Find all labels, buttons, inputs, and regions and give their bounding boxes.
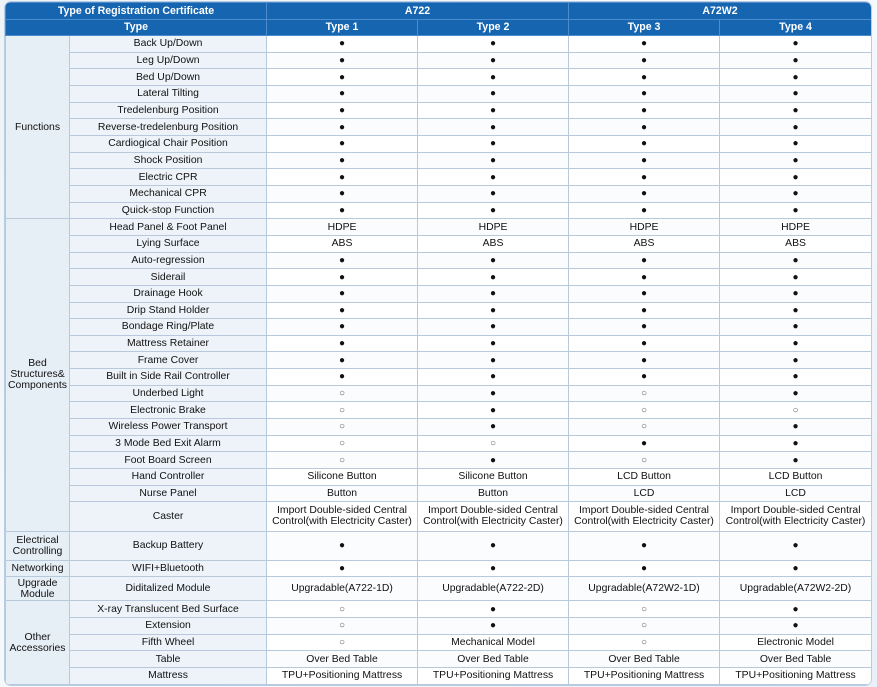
value-cell-type-1: Button (267, 485, 418, 502)
value-cell-type-3: ● (569, 119, 720, 136)
table-row (6, 135, 872, 152)
table-row (6, 235, 872, 252)
header-model-a72w2: A72W2 (569, 3, 871, 20)
table-row (6, 435, 872, 452)
group-label: Bed Structures& Components (6, 219, 70, 531)
value-cell-type-1: ○ (267, 634, 418, 651)
value-cell-type-3: ● (569, 85, 720, 102)
table-row (6, 531, 872, 560)
feature-label: Bed Up/Down (70, 69, 267, 86)
value-cell-type-3: ● (569, 285, 720, 302)
feature-label: Diditalized Module (70, 577, 267, 601)
value-cell-type-4: ● (720, 617, 871, 634)
value-cell-type-3: ● (569, 185, 720, 202)
feature-label: Bondage Ring/Plate (70, 319, 267, 336)
value-cell-type-3: ● (569, 531, 720, 560)
value-cell-type-3: ABS (569, 235, 720, 252)
value-cell-type-4: HDPE (720, 219, 871, 236)
value-cell-type-1: Upgradable(A722-1D) (267, 577, 418, 601)
value-cell-type-4: ● (720, 169, 871, 186)
value-cell-type-4: ● (720, 185, 871, 202)
feature-label: Head Panel & Foot Panel (70, 219, 267, 236)
feature-label: Wireless Power Transport (70, 419, 267, 436)
table-row (6, 485, 872, 502)
value-cell-type-4: Electronic Model (720, 634, 871, 651)
table-row (6, 202, 872, 219)
value-cell-type-2: ● (418, 302, 569, 319)
table-row (6, 52, 872, 69)
value-cell-type-4: ● (720, 385, 871, 402)
value-cell-type-3: ○ (569, 601, 720, 618)
table-row (6, 667, 872, 684)
value-cell-type-4: TPU+Positioning Mattress (720, 667, 871, 684)
value-cell-type-1: ● (267, 369, 418, 386)
feature-label: Leg Up/Down (70, 52, 267, 69)
feature-label: Reverse-tredelenburg Position (70, 119, 267, 136)
value-cell-type-4: ● (720, 435, 871, 452)
table-row (6, 469, 872, 486)
feature-label: Mechanical CPR (70, 185, 267, 202)
header-model-a722: A722 (267, 3, 569, 20)
feature-label: Drip Stand Holder (70, 302, 267, 319)
value-cell-type-3: ● (569, 319, 720, 336)
value-cell-type-3: Import Double-sided Central Control(with Electricity Caster) (569, 502, 720, 531)
value-cell-type-1: ● (267, 69, 418, 86)
value-cell-type-1: ● (267, 185, 418, 202)
value-cell-type-3: Over Bed Table (569, 651, 720, 668)
value-cell-type-3: ● (569, 352, 720, 369)
value-cell-type-1: ● (267, 85, 418, 102)
value-cell-type-3: HDPE (569, 219, 720, 236)
value-cell-type-1: ○ (267, 452, 418, 469)
table-row (6, 385, 872, 402)
value-cell-type-1: ● (267, 102, 418, 119)
value-cell-type-1: ○ (267, 617, 418, 634)
value-cell-type-4: ● (720, 252, 871, 269)
value-cell-type-2: ● (418, 119, 569, 136)
feature-label: Table (70, 651, 267, 668)
value-cell-type-2: ● (418, 185, 569, 202)
feature-label: Siderail (70, 269, 267, 286)
value-cell-type-4: ● (720, 452, 871, 469)
value-cell-type-3: LCD (569, 485, 720, 502)
value-cell-type-3: ● (569, 36, 720, 53)
value-cell-type-4: ● (720, 319, 871, 336)
feature-label: Drainage Hook (70, 285, 267, 302)
value-cell-type-3: ● (569, 69, 720, 86)
value-cell-type-4: ● (720, 352, 871, 369)
feature-label: X-ray Translucent Bed Surface (70, 601, 267, 618)
value-cell-type-4: LCD (720, 485, 871, 502)
table-body (6, 36, 872, 685)
feature-label: WIFI+Bluetooth (70, 560, 267, 577)
feature-label: Back Up/Down (70, 36, 267, 53)
value-cell-type-3: ○ (569, 402, 720, 419)
value-cell-type-2: ● (418, 69, 569, 86)
value-cell-type-3: Upgradable(A72W2-1D) (569, 577, 720, 601)
value-cell-type-2: ● (418, 419, 569, 436)
value-cell-type-1: ● (267, 52, 418, 69)
table-row (6, 560, 872, 577)
table-row (6, 601, 872, 618)
value-cell-type-1: ○ (267, 601, 418, 618)
feature-label: Underbed Light (70, 385, 267, 402)
table-row (6, 69, 872, 86)
value-cell-type-4: Import Double-sided Central Control(with Electricity Caster) (720, 502, 871, 531)
value-cell-type-1: ● (267, 319, 418, 336)
header-type-1: Type 1 (267, 20, 418, 36)
value-cell-type-1: ○ (267, 385, 418, 402)
value-cell-type-2: ● (418, 252, 569, 269)
table-row (6, 185, 872, 202)
value-cell-type-2: ● (418, 269, 569, 286)
feature-label: Foot Board Screen (70, 452, 267, 469)
value-cell-type-4: ● (720, 531, 871, 560)
value-cell-type-2: ● (418, 402, 569, 419)
value-cell-type-1: ● (267, 36, 418, 53)
value-cell-type-2: ● (418, 369, 569, 386)
value-cell-type-4: LCD Button (720, 469, 871, 486)
value-cell-type-1: Over Bed Table (267, 651, 418, 668)
feature-label: 3 Mode Bed Exit Alarm (70, 435, 267, 452)
group-label: Other Accessories (6, 601, 70, 685)
value-cell-type-3: ● (569, 135, 720, 152)
value-cell-type-4: ● (720, 335, 871, 352)
value-cell-type-2: ● (418, 560, 569, 577)
value-cell-type-2: ● (418, 385, 569, 402)
value-cell-type-1: ABS (267, 235, 418, 252)
group-label: Functions (6, 36, 70, 219)
feature-label: Hand Controller (70, 469, 267, 486)
value-cell-type-2: ABS (418, 235, 569, 252)
value-cell-type-2: Silicone Button (418, 469, 569, 486)
feature-label: Lying Surface (70, 235, 267, 252)
value-cell-type-3: ○ (569, 617, 720, 634)
value-cell-type-1: ○ (267, 435, 418, 452)
value-cell-type-3: LCD Button (569, 469, 720, 486)
value-cell-type-3: ● (569, 335, 720, 352)
value-cell-type-3: ● (569, 435, 720, 452)
value-cell-type-1: TPU+Positioning Mattress (267, 667, 418, 684)
value-cell-type-4: ● (720, 302, 871, 319)
value-cell-type-2: Button (418, 485, 569, 502)
feature-label: Fifth Wheel (70, 634, 267, 651)
value-cell-type-4: ● (720, 119, 871, 136)
group-label: Networking (6, 560, 70, 577)
feature-label: Caster (70, 502, 267, 531)
feature-label: Auto-regression (70, 252, 267, 269)
table-header (6, 3, 872, 36)
value-cell-type-3: ● (569, 169, 720, 186)
feature-label: Cardiogical Chair Position (70, 135, 267, 152)
spec-table-frame (5, 2, 871, 685)
feature-label: Shock Position (70, 152, 267, 169)
value-cell-type-2: Upgradable(A722-2D) (418, 577, 569, 601)
feature-label: Extension (70, 617, 267, 634)
value-cell-type-2: ● (418, 601, 569, 618)
value-cell-type-4: ● (720, 135, 871, 152)
value-cell-type-4: ● (720, 85, 871, 102)
table-row (6, 651, 872, 668)
value-cell-type-2: ● (418, 52, 569, 69)
group-label: Electrical Controlling (6, 531, 70, 560)
value-cell-type-3: TPU+Positioning Mattress (569, 667, 720, 684)
value-cell-type-1: ● (267, 135, 418, 152)
table-row (6, 335, 872, 352)
feature-label: Quick-stop Function (70, 202, 267, 219)
table-row (6, 285, 872, 302)
value-cell-type-1: ● (267, 531, 418, 560)
value-cell-type-1: Import Double-sided Central Control(with Electricity Caster) (267, 502, 418, 531)
group-label: Upgrade Module (6, 577, 70, 601)
table-row (6, 319, 872, 336)
value-cell-type-4: ● (720, 560, 871, 577)
value-cell-type-3: ● (569, 269, 720, 286)
value-cell-type-3: ● (569, 52, 720, 69)
value-cell-type-4: Over Bed Table (720, 651, 871, 668)
value-cell-type-2: ● (418, 202, 569, 219)
value-cell-type-2: Import Double-sided Central Control(with Electricity Caster) (418, 502, 569, 531)
value-cell-type-2: ● (418, 102, 569, 119)
table-row (6, 502, 872, 531)
value-cell-type-1: ● (267, 252, 418, 269)
table-row (6, 577, 872, 601)
value-cell-type-1: ● (267, 169, 418, 186)
feature-label: Electronic Brake (70, 402, 267, 419)
header-type-2: Type 2 (418, 20, 569, 36)
value-cell-type-2: Mechanical Model (418, 634, 569, 651)
value-cell-type-4: ○ (720, 402, 871, 419)
value-cell-type-4: ● (720, 369, 871, 386)
value-cell-type-2: ● (418, 335, 569, 352)
value-cell-type-2: ● (418, 152, 569, 169)
value-cell-type-2: ● (418, 531, 569, 560)
table-row (6, 152, 872, 169)
value-cell-type-3: ○ (569, 634, 720, 651)
table-row (6, 36, 872, 53)
value-cell-type-4: ● (720, 52, 871, 69)
value-cell-type-2: ● (418, 352, 569, 369)
value-cell-type-2: ● (418, 285, 569, 302)
table-row (6, 352, 872, 369)
table-row (6, 402, 872, 419)
value-cell-type-3: ● (569, 560, 720, 577)
header-type-label: Type (6, 20, 267, 36)
value-cell-type-3: ○ (569, 452, 720, 469)
header-type-4: Type 4 (720, 20, 871, 36)
value-cell-type-3: ○ (569, 385, 720, 402)
table-row (6, 269, 872, 286)
value-cell-type-1: ● (267, 285, 418, 302)
feature-label: Built in Side Rail Controller (70, 369, 267, 386)
table-row (6, 169, 872, 186)
value-cell-type-2: ● (418, 36, 569, 53)
value-cell-type-4: ABS (720, 235, 871, 252)
value-cell-type-3: ○ (569, 419, 720, 436)
value-cell-type-3: ● (569, 302, 720, 319)
header-registration-certificate: Type of Registration Certificate (6, 3, 267, 20)
value-cell-type-4: ● (720, 152, 871, 169)
value-cell-type-1: ● (267, 560, 418, 577)
value-cell-type-1: ○ (267, 419, 418, 436)
value-cell-type-1: ● (267, 119, 418, 136)
feature-label: Mattress Retainer (70, 335, 267, 352)
value-cell-type-4: ● (720, 419, 871, 436)
table-row (6, 369, 872, 386)
value-cell-type-1: HDPE (267, 219, 418, 236)
value-cell-type-1: ● (267, 335, 418, 352)
value-cell-type-1: ● (267, 352, 418, 369)
table-row (6, 85, 872, 102)
value-cell-type-3: ● (569, 152, 720, 169)
value-cell-type-2: ● (418, 452, 569, 469)
value-cell-type-4: ● (720, 269, 871, 286)
value-cell-type-4: ● (720, 601, 871, 618)
value-cell-type-4: ● (720, 36, 871, 53)
value-cell-type-2: ● (418, 319, 569, 336)
value-cell-type-1: ● (267, 302, 418, 319)
value-cell-type-2: ● (418, 135, 569, 152)
value-cell-type-3: ● (569, 202, 720, 219)
table-row (6, 252, 872, 269)
feature-label: Backup Battery (70, 531, 267, 560)
feature-label: Lateral Tilting (70, 85, 267, 102)
value-cell-type-2: Over Bed Table (418, 651, 569, 668)
value-cell-type-1: ● (267, 202, 418, 219)
registration-spec-table (5, 2, 871, 685)
value-cell-type-4: ● (720, 285, 871, 302)
feature-label: Mattress (70, 667, 267, 684)
value-cell-type-2: TPU+Positioning Mattress (418, 667, 569, 684)
table-row (6, 634, 872, 651)
value-cell-type-1: Silicone Button (267, 469, 418, 486)
value-cell-type-3: ● (569, 102, 720, 119)
table-row (6, 452, 872, 469)
value-cell-type-3: ● (569, 369, 720, 386)
value-cell-type-4: ● (720, 202, 871, 219)
value-cell-type-1: ● (267, 269, 418, 286)
feature-label: Electric CPR (70, 169, 267, 186)
value-cell-type-2: ○ (418, 435, 569, 452)
value-cell-type-2: ● (418, 617, 569, 634)
value-cell-type-4: ● (720, 102, 871, 119)
feature-label: Frame Cover (70, 352, 267, 369)
value-cell-type-2: HDPE (418, 219, 569, 236)
value-cell-type-1: ● (267, 152, 418, 169)
feature-label: Tredelenburg Position (70, 102, 267, 119)
value-cell-type-2: ● (418, 85, 569, 102)
table-row (6, 419, 872, 436)
header-type-3: Type 3 (569, 20, 720, 36)
value-cell-type-1: ○ (267, 402, 418, 419)
feature-label: Nurse Panel (70, 485, 267, 502)
value-cell-type-4: Upgradable(A72W2-2D) (720, 577, 871, 601)
table-row (6, 219, 872, 236)
value-cell-type-2: ● (418, 169, 569, 186)
table-row (6, 302, 872, 319)
table-row (6, 102, 872, 119)
value-cell-type-3: ● (569, 252, 720, 269)
table-row (6, 617, 872, 634)
value-cell-type-4: ● (720, 69, 871, 86)
table-row (6, 119, 872, 136)
